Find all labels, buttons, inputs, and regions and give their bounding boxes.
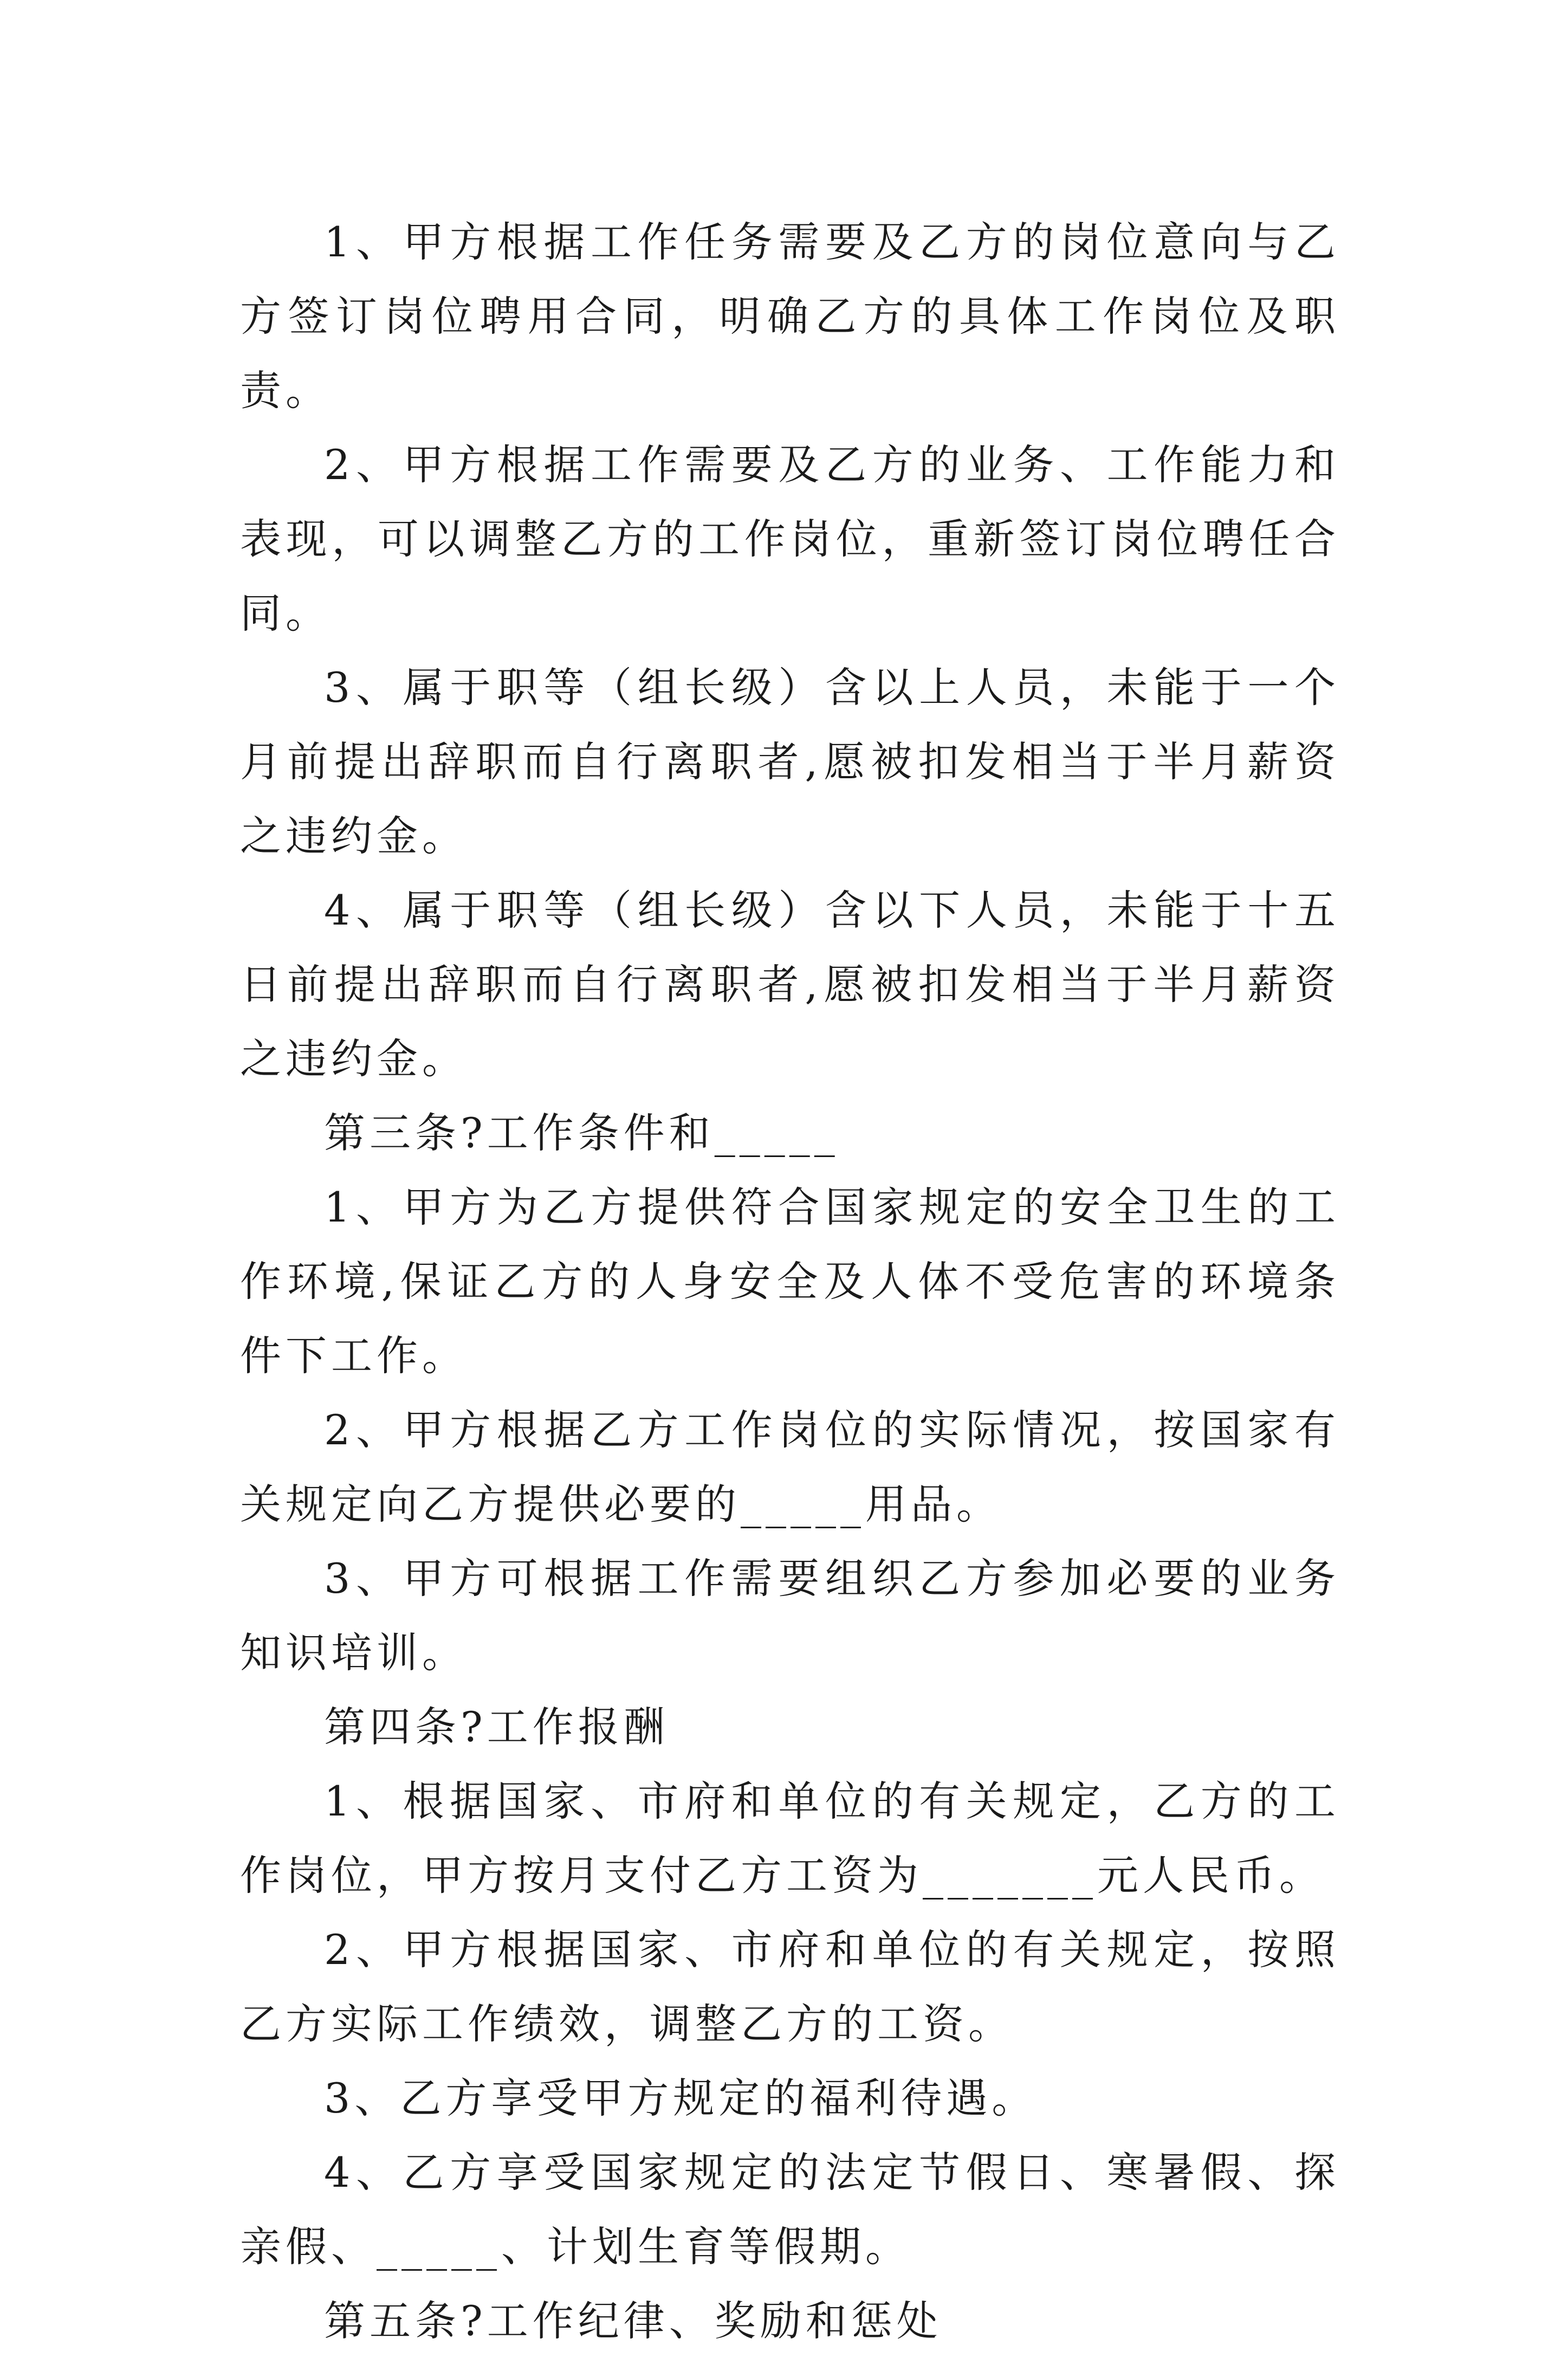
clause-3-item-3: 3、甲方可根据工作需要组织乙方参加必要的业务知识培训。 [240,1554,1340,1677]
clause-4-item-2: 2、甲方根据国家、市府和单位的有关规定，按照乙方实际工作绩效，调整乙方的工资。 [240,1926,1340,2048]
clause-2-item-4: 4、属于职等（组长级）含以下人员，未能于十五日前提出辞职而自行离职者,愿被扣发相当于半月薪资之违约金。 [240,886,1340,1083]
clause-2-item-1: 1、甲方根据工作任务需要及乙方的岗位意向与乙方签订岗位聘用合同，明确乙方的具体工作岗位及职责。 [240,218,1340,415]
clause-3-heading: 第三条?工作条件和_____ [324,1109,839,1157]
clause-4-item-1: 1、根据国家、市府和单位的有关规定，乙方的工作岗位，甲方按月支付乙方工资为_______元人民币。 [240,1777,1340,1900]
clause-3-item-2: 2、甲方根据乙方工作岗位的实际情况，按国家有关规定向乙方提供必要的_____用品。 [240,1406,1340,1528]
clause-3-item-1: 1、甲方为乙方提供符合国家规定的安全卫生的工作环境,保证乙方的人身安全及人体不受危害的环境条件下工作。 [240,1183,1340,1380]
clause-2-item-2: 2、甲方根据工作需要及乙方的业务、工作能力和表现，可以调整乙方的工作岗位，重新签订岗位聘任合同。 [240,441,1340,637]
clause-4-item-4: 4、乙方享受国家规定的法定节假日、寒暑假、探亲假、_____、计划生育等假期。 [240,2148,1340,2271]
clause-4-heading: 第四条?工作报酬 [324,1703,669,1751]
clause-5-heading: 第五条?工作纪律、奖励和惩处 [324,2297,942,2345]
contract-body [240,205,1340,2358]
clause-4-item-3: 3、乙方享受甲方规定的福利待遇。 [324,2074,1038,2122]
clause-2-item-3: 3、属于职等（组长级）含以上人员，未能于一个月前提出辞职而自行离职者,愿被扣发相当于半月薪资之违约金。 [240,663,1340,860]
